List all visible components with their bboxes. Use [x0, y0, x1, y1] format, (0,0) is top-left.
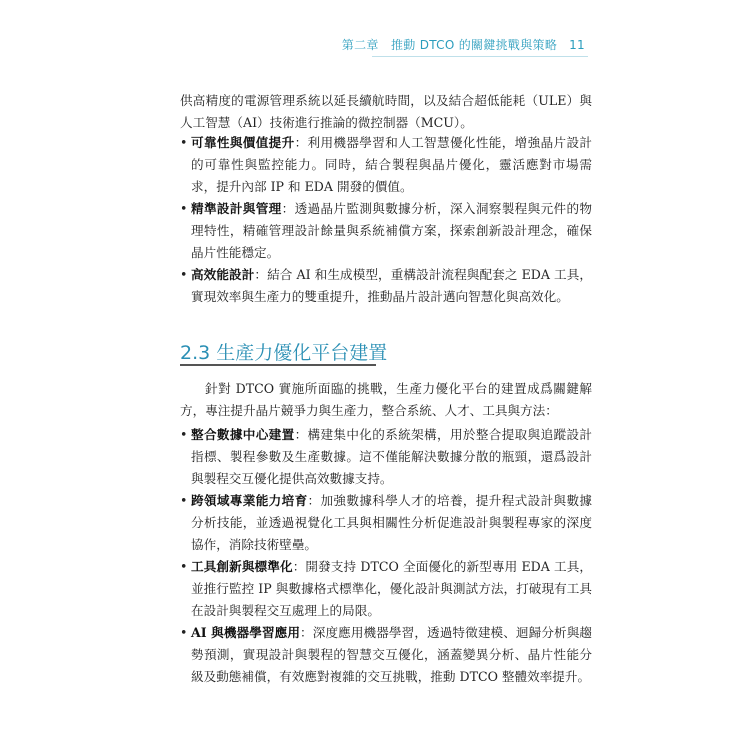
- bullet-text: ：透過晶片監測與數據分析，深入洞察製程與元件的物理特性，精確管理設計餘量與系統補償方案，探索創新設計理念，確保晶片性能穩定。: [191, 201, 593, 260]
- header-rule: [372, 56, 588, 57]
- section-title: 生產力優化平台建置: [216, 342, 388, 364]
- list-item: [180, 264, 592, 308]
- bullet-term: 整合數據中心建置: [191, 427, 295, 442]
- intro-block: [180, 90, 592, 134]
- bullet-text: ：結合 AI 和生成模型，重構設計流程與配套之 EDA 工具，實現效率與生產力的雙重提升，推動晶片設計邁向智慧化與高效化。: [191, 267, 593, 304]
- list-item: [180, 198, 592, 264]
- section-underline: [180, 364, 376, 366]
- bullet-text: ：開發支持 DTCO 全面優化的新型專用 EDA 工具，並推行監控 IP 與數據格式標準化，優化設計與測試方法，打破現有工具在設計與製程交互處理上的局限。: [191, 559, 593, 618]
- list-item: [180, 424, 592, 490]
- running-header: [342, 36, 585, 53]
- list-item: [180, 490, 592, 556]
- bullet-term: 高效能設計: [191, 267, 255, 282]
- bullet-marker: •: [180, 559, 188, 574]
- bullet-marker: •: [180, 135, 188, 150]
- bullet-term: 工具創新與標準化: [191, 559, 293, 574]
- bullet-text: ：構建集中化的系統架構，用於整合提取與追蹤設計指標、製程參數及生產數據。這不僅能解決數據分散的瓶頸，還爲設計與製程交互優化提供高效數據支持。: [191, 427, 593, 486]
- section-intro-paragraph: 針對 DTCO 實施所面臨的挑戰，生產力優化平台的建置成爲關鍵解方，專注提升晶片競爭力與生產力，整合系統、人才、工具與方法：: [180, 381, 592, 418]
- page-number: 11: [569, 38, 585, 52]
- intro-paragraph: 供高精度的電源管理系統以延長續航時間，以及結合超低能耗（ULE）與人工智慧（AI）技術進行推論的微控制器（MCU）。: [180, 93, 592, 130]
- section-heading: [180, 338, 387, 365]
- list-item: [180, 556, 592, 622]
- bullet-marker: •: [180, 493, 188, 508]
- bullet-marker: •: [180, 427, 188, 442]
- list-item: [180, 132, 592, 198]
- bullet-term: AI 與機器學習應用: [191, 625, 301, 640]
- bullet-list-top: [180, 132, 592, 308]
- bullet-text: ：利用機器學習和人工智慧優化性能，增強晶片設計的可靠性與監控能力。同時，結合製程與晶片優化，靈活應對市場需求，提升內部 IP 和 EDA 開發的價值。: [191, 135, 593, 194]
- section-number: 2.3: [180, 342, 211, 364]
- bullet-text: ：深度應用機器學習，透過特徵建模、迴歸分析與趨勢預測，實現設計與製程的智慧交互優化，涵蓋變異分析、晶片性能分級及動態補償，有效應對複雜的交互挑戰，推動 DTCO 整體效率提升。: [191, 625, 593, 684]
- bullet-marker: •: [180, 625, 188, 640]
- bullet-marker: •: [180, 267, 188, 282]
- section-heading-block: [180, 338, 387, 365]
- bullet-term: 可靠性與價值提升: [191, 135, 295, 150]
- list-item: [180, 622, 592, 688]
- bullet-marker: •: [180, 201, 188, 216]
- bullet-text: ：加強數據科學人才的培養，提升程式設計與數據分析技能，並透過視覺化工具與相關性分析促進設計與製程專家的深度協作，消除技術壁壘。: [191, 493, 593, 552]
- bullet-term: 精準設計與管理: [191, 201, 282, 216]
- chapter-title: 第二章 推動 DTCO 的關鍵挑戰與策略: [341, 38, 558, 52]
- bullet-list-section: [180, 424, 592, 688]
- section-intro-block: [180, 378, 592, 422]
- bullet-term: 跨領域專業能力培育: [191, 493, 308, 508]
